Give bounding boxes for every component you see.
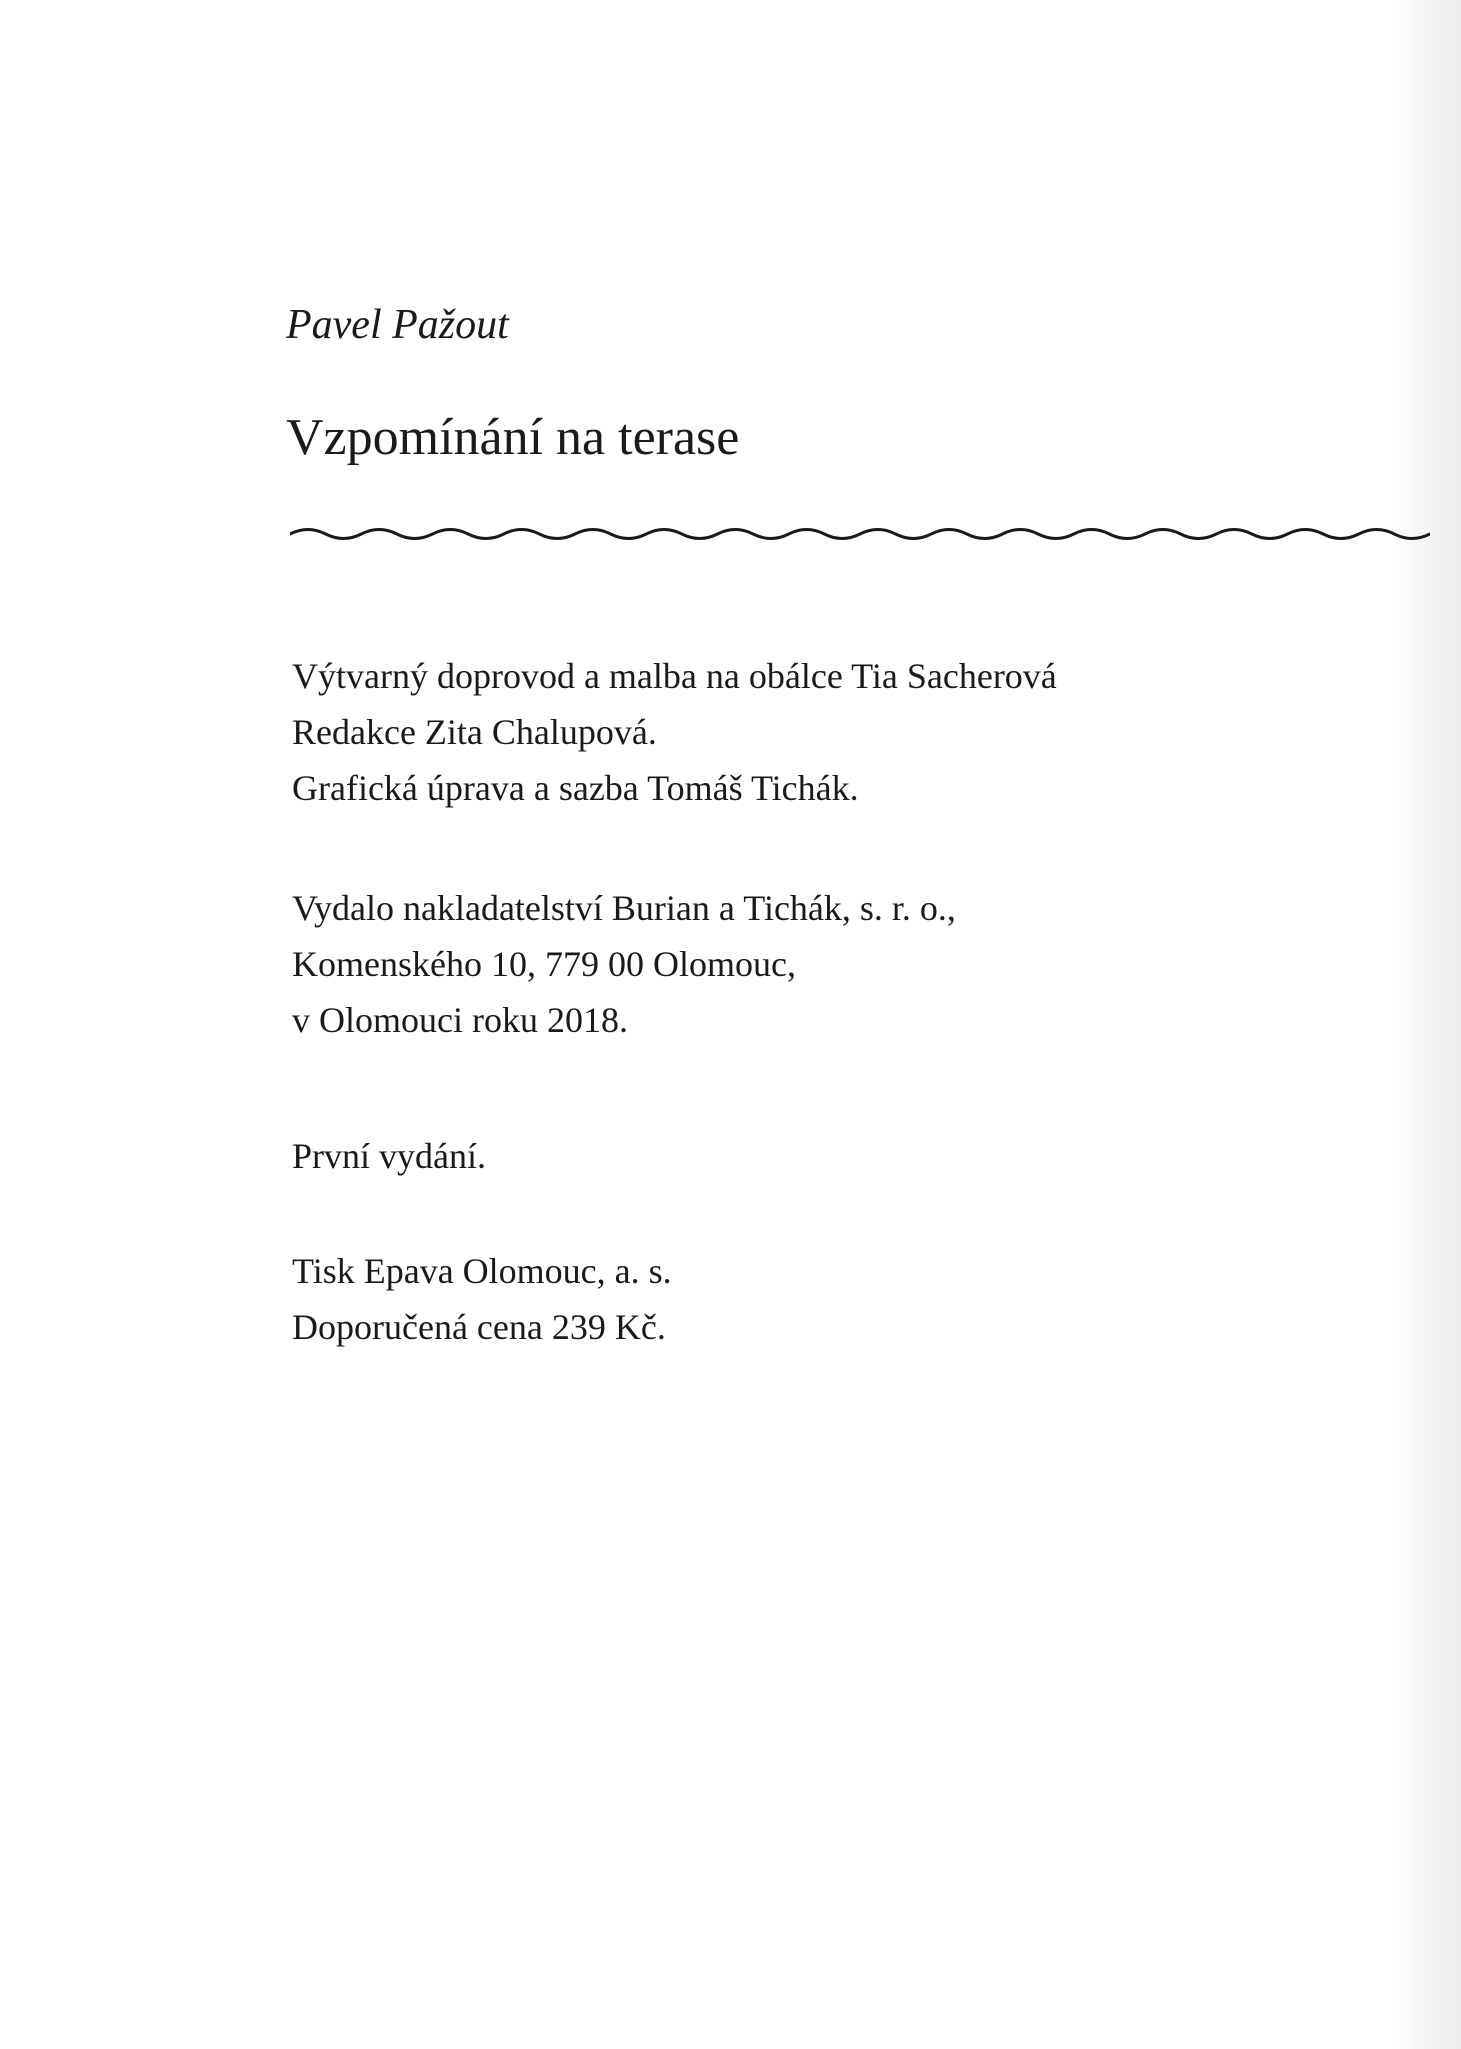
edition-line: První vydání. [292,1136,486,1176]
wavy-line-ornament [290,512,1430,552]
publisher-line-name: Vydalo nakladatelství Burian a Tichák, s. r. o., [292,888,956,928]
credit-line-design: Grafická úprava a sazba Tomáš Tichák. [292,768,859,808]
credit-line-illustration: Výtvarný doprovod a malba na obálce Tia Sacherová [292,656,1057,696]
printer-line: Tisk Epava Olomouc, a. s. [292,1251,672,1291]
author-name: Pavel Pažout [286,302,509,348]
price-line: Doporučená cena 239 Kč. [292,1307,666,1347]
publisher-line-address: Komenského 10, 779 00 Olomouc, [292,944,796,984]
publisher-line-year: v Olomouci roku 2018. [292,1000,628,1040]
credit-line-editor: Redakce Zita Chalupová. [292,712,657,752]
page-edge-shadow [1391,0,1461,2049]
book-title: Vzpomínání na terase [286,409,740,466]
publisher-block [292,880,956,1048]
credits-block [292,648,1057,816]
printing-block [292,1243,672,1355]
edition-block [292,1128,486,1184]
